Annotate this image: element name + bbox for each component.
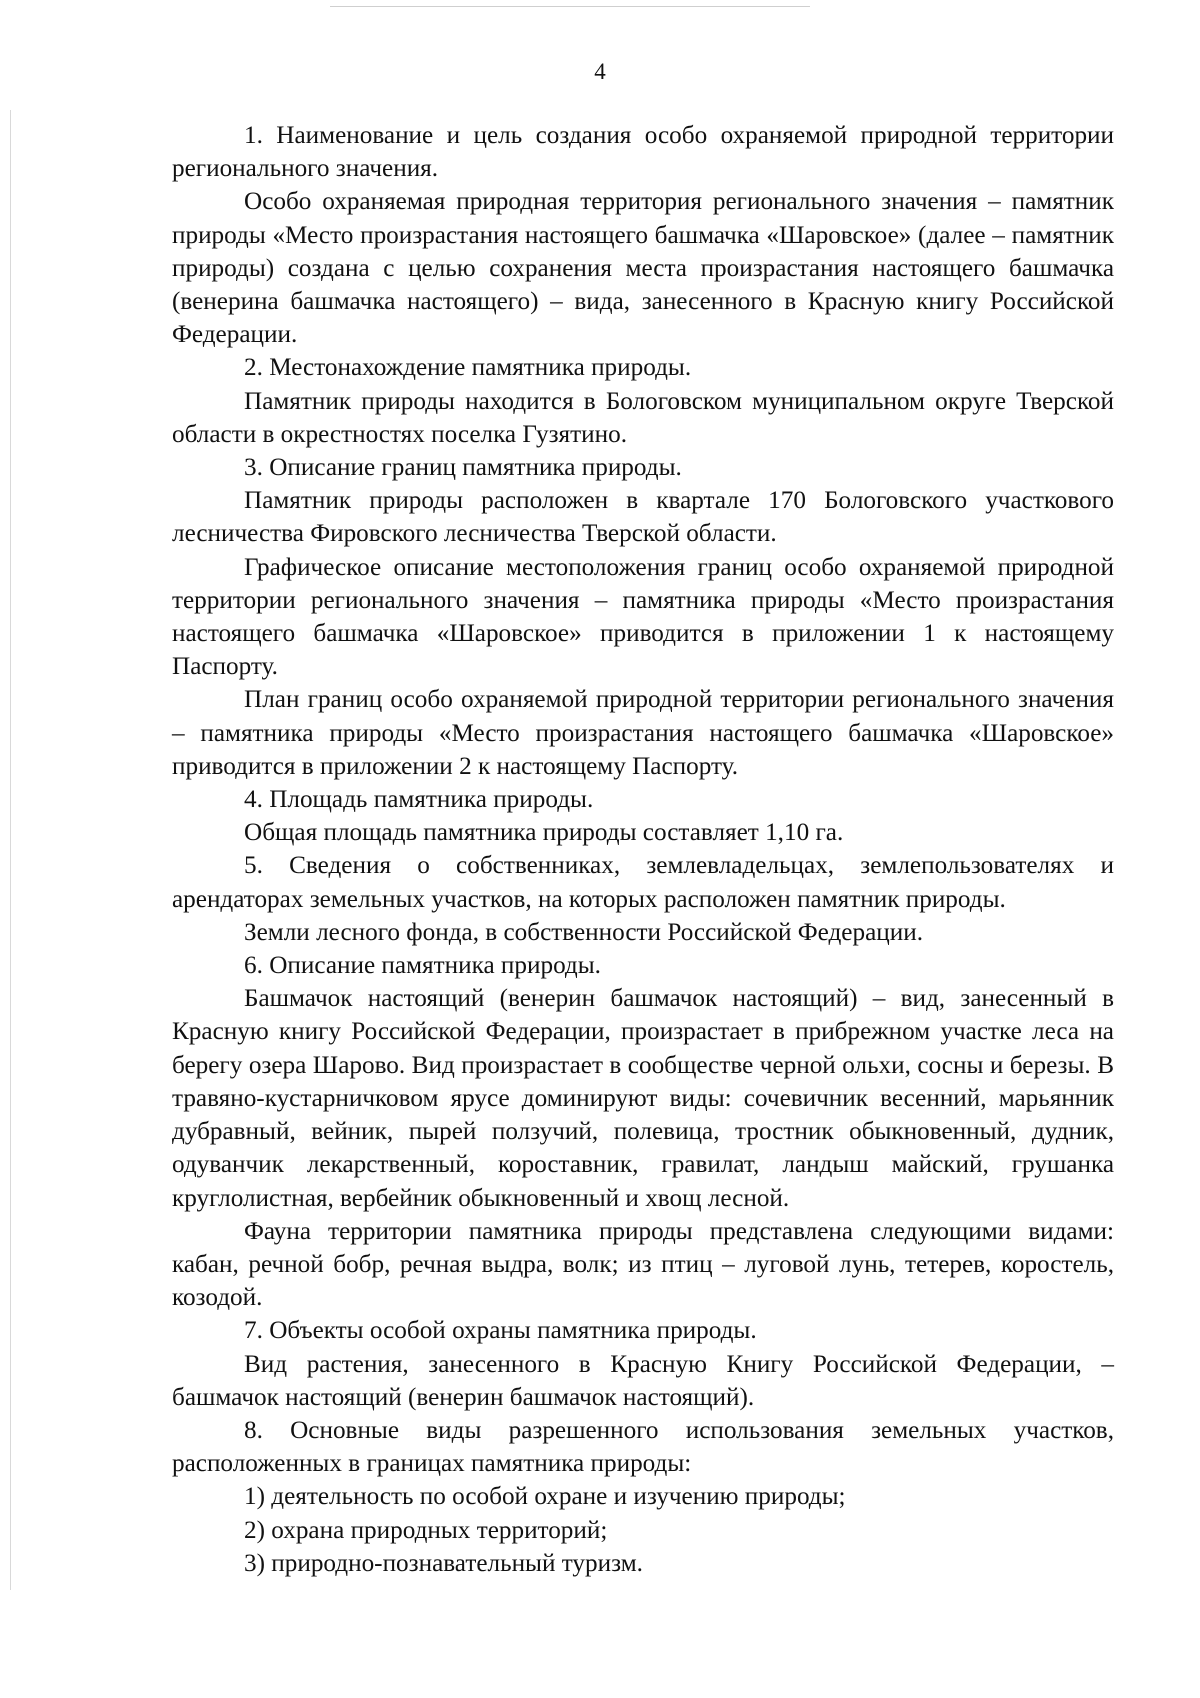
paragraph: Башмачок настоящий (венерин башмачок настоящий) – вид, занесенный в Красную книгу Российской Федерации, произрастает в прибрежном участке леса на берегу озера Шарово. Вид произрастает в сообществе черной ольхи, сосны и березы. В травяно-кустарничковом ярусе доминируют виды: сочевичник весенний, марьянник дубравный, вейник, пырей ползучий, полевица, тростник обыкновенный, дудник, одуванчик лекарственный, короставник, гравилат, ландыш майский, грушанка круглолистная, вербейник обыкновенный и хвощ лесной. xyxy=(172,985,1114,1212)
document-body xyxy=(172,119,1114,1580)
section-heading-2: 2. Местонахождение памятника природы. xyxy=(244,354,692,382)
section-heading-8: 8. Основные виды разрешенного использования земельных участков, расположенных в границах памятника природы: xyxy=(172,1416,1114,1478)
scan-artifact-edge xyxy=(10,110,11,1590)
paragraph: Фауна территории памятника природы представлена следующими видами: кабан, речной бобр, речная выдра, волк; из птиц – луговой лунь, тетерев, коростель, козодой. xyxy=(172,1217,1114,1312)
scan-artifact-line xyxy=(330,6,810,7)
paragraph: Графическое описание местоположения границ особо охраняемой природной территории регионального значения – памятника природы «Место произрастания настоящего башмачка «Шаровское» приводится в приложении 1 к настоящему Паспорту. xyxy=(172,553,1114,681)
section-heading-1: 1. Наименование и цель создания особо охраняемой природной территории регионального значения. xyxy=(172,122,1114,183)
section-heading-3: 3. Описание границ памятника природы. xyxy=(244,454,682,482)
list-item: 1) деятельность по особой охране и изучению природы; xyxy=(244,1483,846,1511)
list-item: 2) охрана природных территорий; xyxy=(244,1516,608,1544)
section-heading-4: 4. Площадь памятника природы. xyxy=(244,786,594,814)
paragraph: Земли лесного фонда, в собственности Российской Федерации. xyxy=(244,918,923,946)
page-number: 4 xyxy=(594,59,606,84)
paragraph: Памятник природы расположен в квартале 170 Бологовского участкового лесничества Фировского лесничества Тверской области. xyxy=(172,487,1114,548)
paragraph: Памятник природы находится в Бологовском муниципальном округе Тверской области в окрестностях поселка Гузятино. xyxy=(172,387,1114,448)
paragraph: Особо охраняемая природная территория регионального значения – памятник природы «Место произрастания настоящего башмачка «Шаровское» (далее – памятник природы) создана с целью сохранения места произрастания настоящего башмачка (венерина башмачка настоящего) – вида, занесенного в Красную книгу Российской Федерации. xyxy=(172,188,1114,349)
paragraph: Вид растения, занесенного в Красную Книгу Российской Федерации, – башмачок настоящий (венерин башмачок настоящий). xyxy=(172,1350,1114,1411)
paragraph: Общая площадь памятника природы составляет 1,10 га. xyxy=(244,819,844,847)
section-heading-5: 5. Сведения о собственниках, землевладельцах, землепользователях и арендаторах земельных участков, на которых расположен памятник природы. xyxy=(172,852,1114,913)
section-heading-6: 6. Описание памятника природы. xyxy=(244,952,601,980)
section-heading-7: 7. Объекты особой охраны памятника природы. xyxy=(244,1317,757,1345)
paragraph: План границ особо охраняемой природной территории регионального значения – памятника природы «Место произрастания настоящего башмачка «Шаровское» приводится в приложении 2 к настоящему Паспорту. xyxy=(172,686,1114,780)
list-item: 3) природно-познавательный туризм. xyxy=(244,1549,643,1577)
